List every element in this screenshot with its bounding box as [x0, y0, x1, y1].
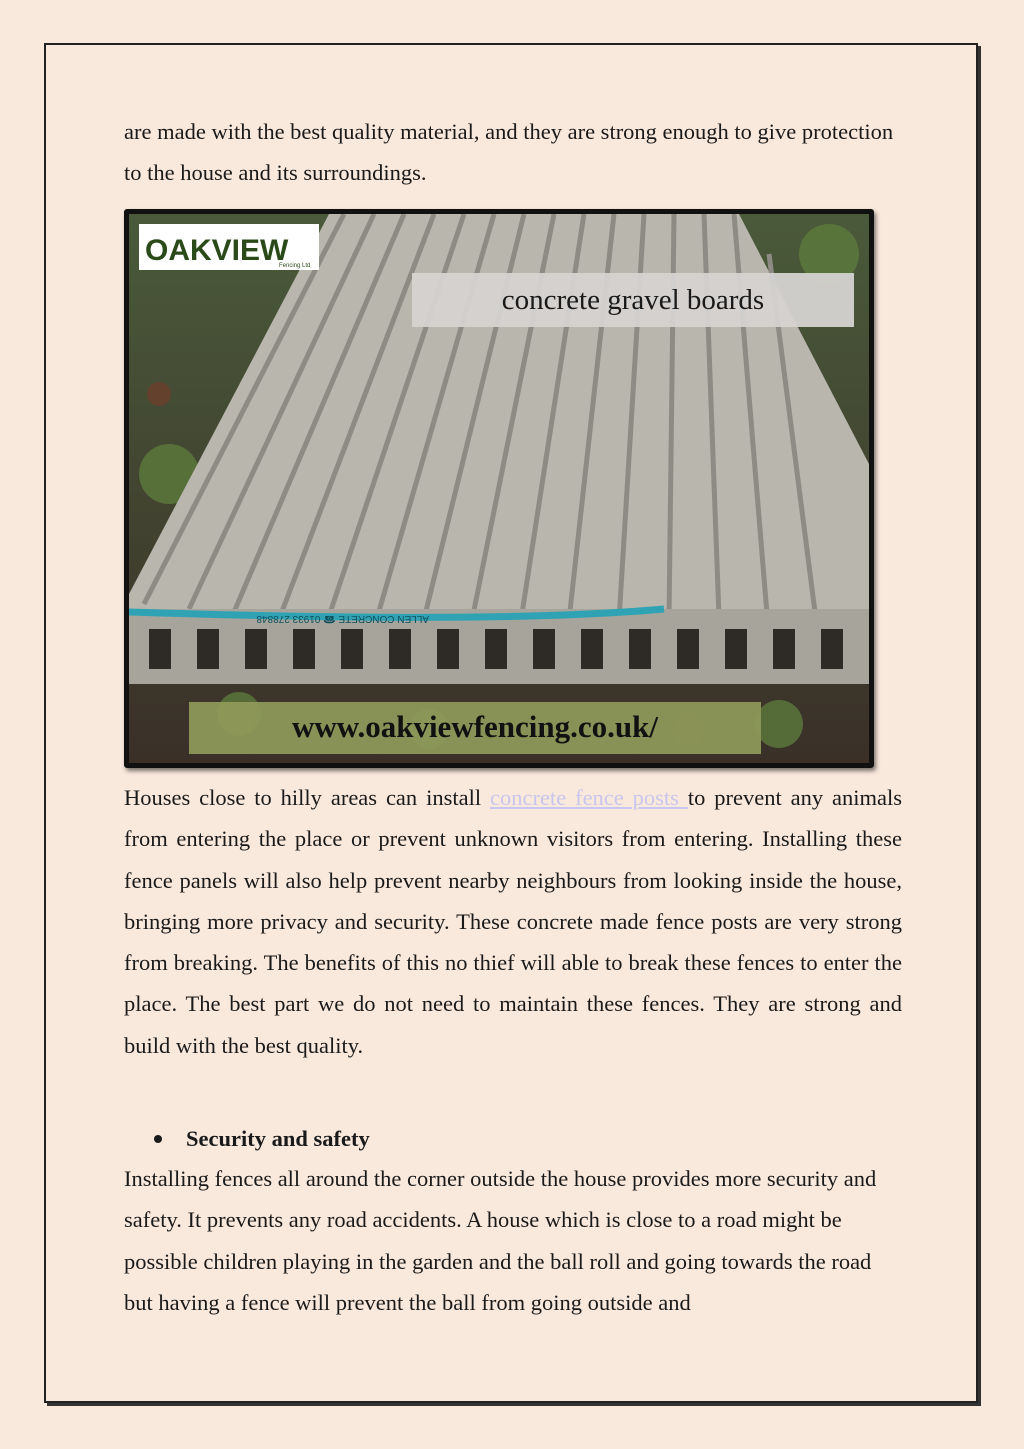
- website-banner: www.oakviewfencing.co.uk/: [292, 709, 658, 744]
- para1-text-after: to prevent any animals from entering the place or prevent unknown visitors from entering. Installing these fence panels will also help prevent nearby neighbours from looking inside the house, bringing more privacy and security. These concrete made fence posts are very strong from breaking. The benefits of this no thief will able to break these fences to enter the place. The best part we do not need to maintain these fences. They are strong and build with the best quality.: [124, 785, 903, 1058]
- strap-text: ALLEN CONCRETE ☎ 01933 278848: [256, 613, 429, 624]
- concrete-fence-posts-link[interactable]: concrete fence posts: [489, 785, 688, 810]
- fence-posts-paragraph: [124, 777, 902, 1066]
- image-caption: concrete gravel boards: [501, 284, 765, 316]
- security-heading-item: [154, 1118, 370, 1159]
- section-heading: Security and safety: [186, 1126, 370, 1151]
- security-paragraph: Installing fences all around the corner outside the house provides more security and safety. It prevents any road accidents. A house which is close to a road might be possible children playing in the garden and the ball roll and going towards the road but having a fence will prevent the ball from going outside and: [124, 1166, 877, 1315]
- oakview-logo: OAKVIEW: [145, 234, 289, 267]
- bullet-icon: [154, 1135, 162, 1143]
- para1-text-before: Houses close to hilly areas can install: [124, 785, 490, 810]
- intro-paragraph: are made with the best quality material, and they are strong enough to give protection to the house and its surroundings.: [124, 119, 894, 186]
- logo-subtext: Fencing Ltd: [279, 263, 311, 269]
- concrete-gravel-boards-photo: [124, 209, 874, 768]
